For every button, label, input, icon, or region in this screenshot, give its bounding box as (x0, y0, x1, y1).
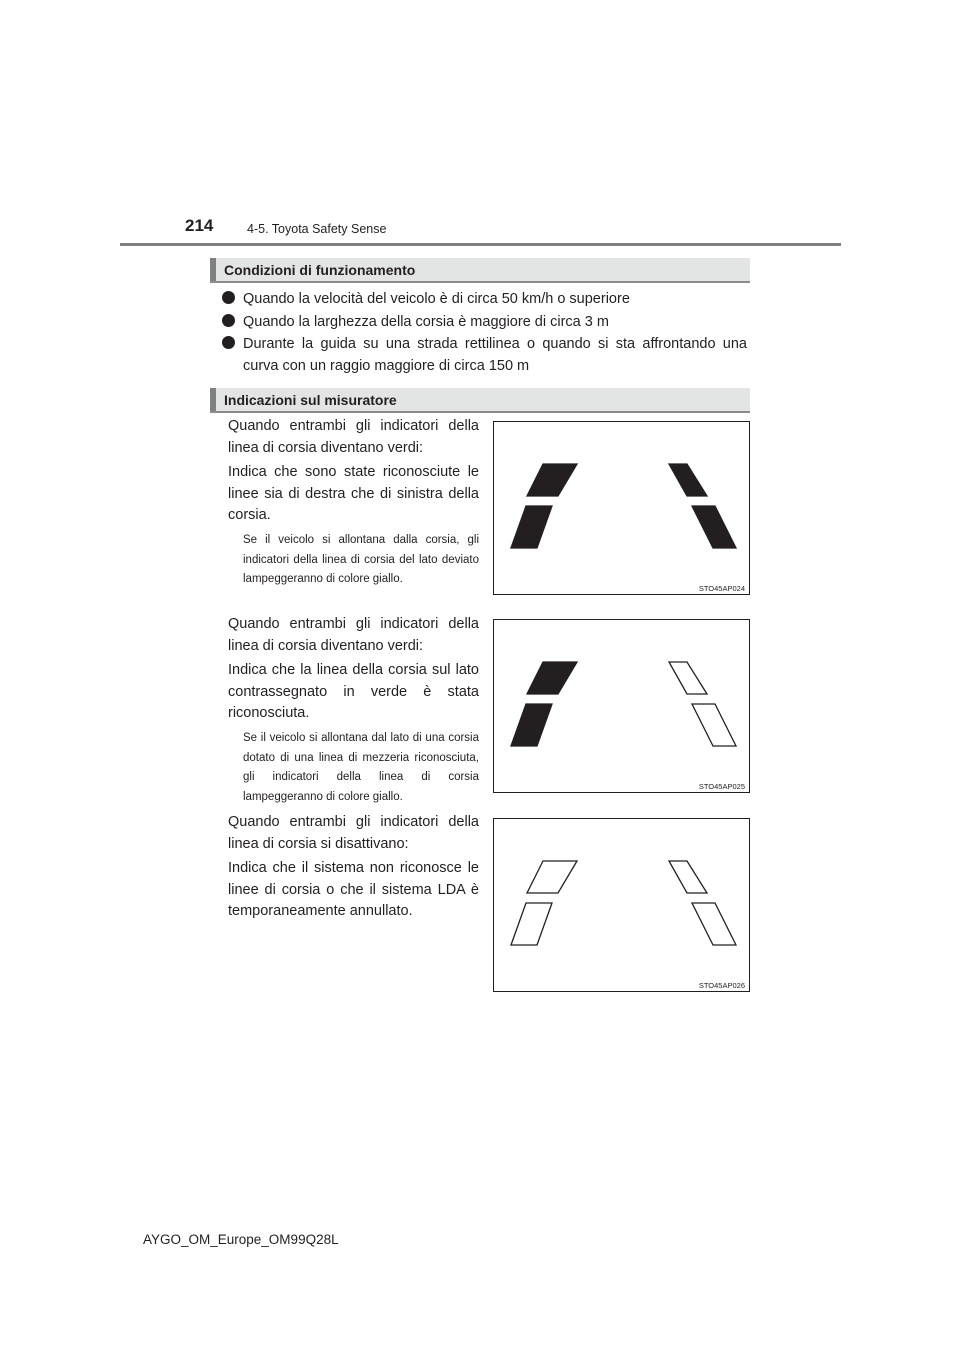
right-lane-upper-segment (669, 662, 707, 694)
heading-bar (210, 388, 216, 411)
section-heading-meter-indications (210, 388, 750, 413)
bullet-text: Quando la velocità del veicolo è di circa 50 km/h o superiore (243, 291, 630, 307)
lane-lines-icon (494, 620, 749, 792)
indicator-description: Indica che la linea della corsia sul lato contrassegnato in verde è stata riconosciuta. (228, 662, 479, 721)
bullet-dot-icon (222, 336, 235, 349)
right-lane-upper-segment (669, 861, 707, 893)
section-heading-text: Condizioni di funzionamento (224, 262, 416, 278)
bullet-text: Durante la guida su una strada rettilinea o quando si sta affrontando una curva con un raggio maggiore di circa 150 m (243, 336, 747, 374)
heading-bar (210, 258, 216, 281)
bullet-item (222, 311, 747, 333)
lane-indicator-figure (493, 421, 750, 595)
bullet-item (222, 333, 747, 377)
lane-indicator-figure (493, 619, 750, 793)
page-number: 214 (185, 216, 214, 235)
footer-doc-code: AYGO_OM_Europe_OM99Q28L (143, 1232, 339, 1247)
indicator-heading: Quando entrambi gli indicatori della linea di corsia diventano verdi: (228, 616, 479, 654)
indicator-note: Se il veicolo si allontana dal lato di una corsia dotato di una linea di mezzeria riconosciuta, gli indicatori della linea di corsia lampeggeranno di colore giallo. (243, 732, 479, 803)
right-lane-upper-segment (669, 464, 707, 496)
right-lane-lower-segment (692, 704, 736, 746)
section-heading-text: Indicazioni sul misuratore (224, 392, 397, 408)
left-lane-upper-segment (527, 662, 577, 694)
indicator-description: Indica che il sistema non riconosce le linee di corsia o che il sistema LDA è temporaneamente annullato. (228, 860, 479, 919)
lane-indicator-figure (493, 818, 750, 992)
header-rule (120, 243, 841, 246)
lane-lines-icon (494, 422, 749, 594)
right-lane-lower-segment (692, 506, 736, 548)
bullet-text: Quando la larghezza della corsia è maggiore di circa 3 m (243, 314, 609, 330)
lane-lines-icon (494, 819, 749, 991)
bullet-item (222, 288, 747, 310)
section-title: 4-5. Toyota Safety Sense (247, 222, 387, 236)
left-lane-upper-segment (527, 861, 577, 893)
section-heading-operating-conditions (210, 258, 750, 283)
indicator-description: Indica che sono state riconosciute le linee sia di destra che di sinistra della corsia. (228, 464, 479, 523)
figure-id: STO45AP025 (698, 782, 745, 791)
indicator-heading: Quando entrambi gli indicatori della linea di corsia diventano verdi: (228, 418, 479, 456)
bullet-dot-icon (222, 314, 235, 327)
left-lane-lower-segment (511, 704, 552, 746)
right-lane-lower-segment (692, 903, 736, 945)
bullet-dot-icon (222, 291, 235, 304)
indicator-heading: Quando entrambi gli indicatori della linea di corsia si disattivano: (228, 814, 479, 852)
figure-id: STO45AP026 (698, 981, 745, 990)
left-lane-lower-segment (511, 506, 552, 548)
left-lane-upper-segment (527, 464, 577, 496)
left-lane-lower-segment (511, 903, 552, 945)
indicator-note: Se il veicolo si allontana dalla corsia, gli indicatori della linea di corsia del lato deviato lampeggeranno di colore giallo. (243, 534, 479, 585)
figure-id: STO45AP024 (698, 584, 745, 593)
